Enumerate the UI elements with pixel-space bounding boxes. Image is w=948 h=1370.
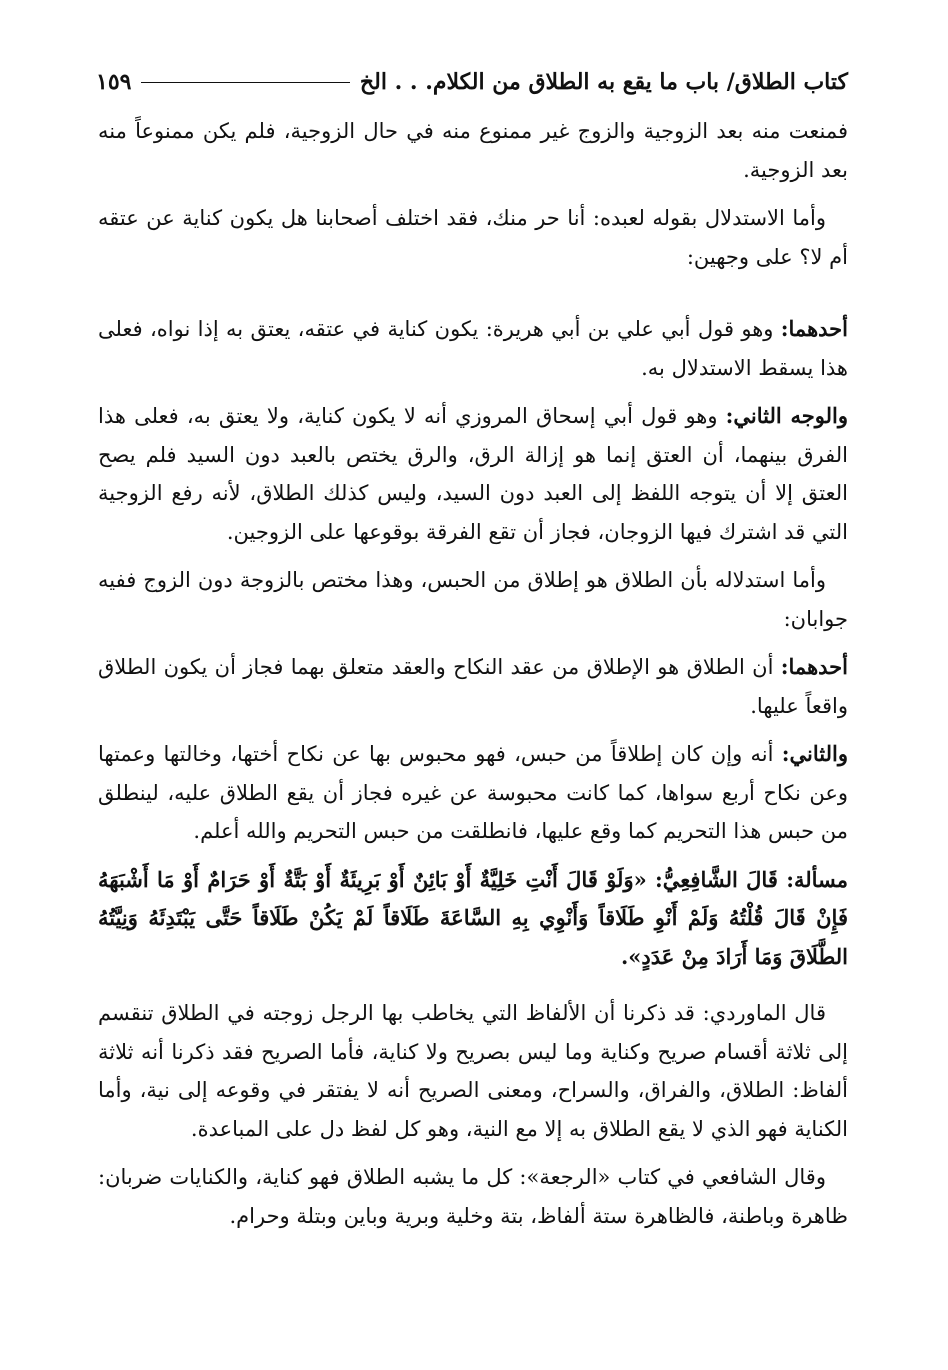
paragraph-2 — [98, 199, 848, 276]
paragraph-lead: مسألة: قَالَ الشَّافِعِيُّ: — [655, 866, 848, 892]
paragraph-lead: أحدهما: — [780, 654, 848, 679]
paragraph-9 — [98, 994, 848, 1148]
paragraph-lead: والوجه الثاني: — [725, 403, 849, 428]
paragraph-lead: أحدهما: — [780, 316, 848, 341]
paragraph-text: «وَلَوْ قَالَ أَنْتِ خَلِيَّةٌ أَوْ بَائِنٌ أَوْ بَرِيئَةٌ أَوْ بَتَّةٌ أَوْ حَرَامٌ أَوْ مَا أَشْبَهَهُ فَإِنْ قَالَ قُلْتُهُ وَلَمْ أَنْوِ طَلَاقاً وَأَنْوِي بِهِ السَّاعَةَ طَلَاقاً لَمْ يَكُنْ طَلَاقاً حَتَّى يَبْتَدِئَهُ وَنِيَّتُهُ الطَّلَاقَ وَمَا أَرَادَ مِنْ عَدَدٍ». — [98, 866, 848, 969]
paragraph-text: وأما الاستدلال بقوله لعبده: أنا حر منك، فقد اختلف أصحابنا هل يكون كناية عن عتقه أم لا؟ على وجهين: — [98, 206, 848, 269]
paragraph-8-masala — [98, 861, 848, 977]
paragraph-text: قال الماوردي: قد ذكرنا أن الألفاظ التي يخاطب بها الرجل زوجته في الطلاق تنقسم إلى ثلاثة أقسام صريح وكناية وما ليس بصريح ولا كناية، فأما الصريح فقد ذكرنا أنه ثلاثة ألفاظ: الطلاق، والفراق، والسراح، ومعنى الصريح أنه لا يفتقر في وقوعه إلى نية، وأما الكناية فهو الذي لا يقع الطلاق به إلا مع النية، وهو كل لفظ دل على المباعدة. — [98, 1001, 848, 1141]
page-body — [98, 112, 848, 1245]
paragraph-text: أنه وإن كان إطلاقاً من حبس، فهو محبوس بها عن نكاح أختها، وخالتها وعمتها وعن نكاح أربع سواها، كما كانت محبوسة عن غيره فجاز أن يقع الطلاق عليه، لينطلق من حبس هذا التحريم كما وقع عليها، فانطلقت من حبس التحريم والله أعلم. — [98, 742, 848, 843]
paragraph-10 — [98, 1158, 848, 1235]
running-header — [96, 62, 848, 102]
paragraph-4 — [98, 397, 848, 551]
paragraph-text: وقال الشافعي في كتاب «الرجعة»: كل ما يشبه الطلاق فهو كناية، والكنايات ضربان: ظاهرة وباطنة، فالظاهرة ستة ألفاظ، بتة وخلية وبرية وباين وبتلة وحرام. — [98, 1165, 848, 1228]
paragraph-text: وهو قول أبي علي بن أبي هريرة: يكون كناية في عتقه، يعتق به إذا نواه، فعلى هذا يسقط الاستدلال به. — [98, 317, 848, 380]
paragraph-text: فمنعت منه بعد الزوجية والزوج غير ممنوع منه في حال الزوجية، فلم يكن ممنوعاً منه بعد الزوجية. — [98, 119, 848, 182]
paragraph-7 — [98, 735, 848, 851]
paragraph-lead: والثاني: — [781, 741, 848, 766]
header-rule — [141, 82, 349, 83]
paragraph-text: وهو قول أبي إسحاق المروزي أنه لا يكون كناية، ولا يعتق به، فعلى هذا الفرق بينهما، أن العتق إنما هو إزالة الرق، والرق يختص بالعبد دون السيد فلم يصح العتق إلا أن يتوجه اللفظ إلى العبد دون السيد، وليس كذلك الطلاق، لأنه رفع الزوجية التي قد اشترك فيها الزوجان، فجاز أن تقع الفرقة بوقوعها على الزوجين. — [98, 404, 848, 544]
paragraph-text: أن الطلاق هو الإطلاق من عقد النكاح والعقد متعلق بهما فجاز أن يكون الطلاق واقعاً عليها. — [98, 655, 848, 718]
chapter-title: كتاب الطلاق/ باب ما يقع به الطلاق من الكلام. . . الخ — [359, 69, 848, 95]
paragraph-5 — [98, 561, 848, 638]
page-number: ١٥٩ — [96, 69, 132, 95]
paragraph-1 — [98, 112, 848, 189]
paragraph-6 — [98, 648, 848, 725]
paragraph-text: وأما استدلاله بأن الطلاق هو إطلاق من الحبس، وهذا مختص بالزوجة دون الزوج ففيه جوابان: — [98, 568, 848, 631]
paragraph-3 — [98, 310, 848, 387]
